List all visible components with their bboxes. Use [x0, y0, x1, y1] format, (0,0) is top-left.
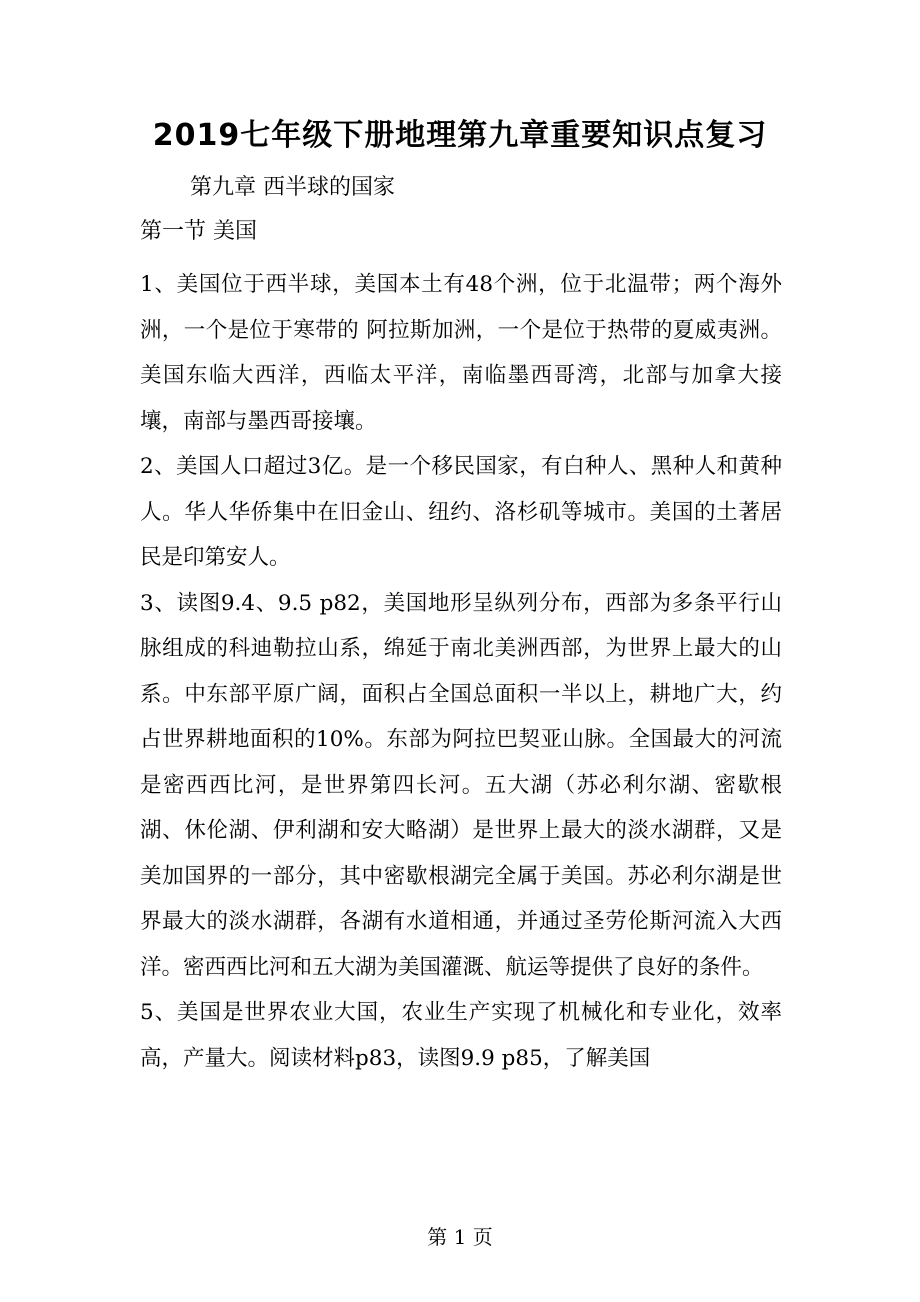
paragraph-1: 1、美国位于西半球，美国本土有48个洲，位于北温带；两个海外洲，一个是位于寒带的 阿拉斯加洲，一个是位于热带的夏威夷洲。美国东临大西洋，西临太平洋，南临墨西哥湾，北部与加拿大接壤，南部与墨西哥接壤。: [140, 272, 782, 434]
paragraph-5: 5、美国是世界农业大国，农业生产实现了机械化和专业化，效率高，产量大。阅读材料p83，读图9.9 p85，了解美国: [140, 1000, 782, 1071]
document-title: 2019七年级下册地理第九章重要知识点复习: [152, 118, 768, 153]
page-number: 第 1 页: [427, 1225, 493, 1249]
paragraph-3: 3、读图9.4、9.5 p82，美国地形呈纵列分布，西部为多条平行山脉组成的科迪勒拉山系，绵延于南北美洲西部，为世界上最大的山系。中东部平原广阔，面积占全国总面积一半以上，耕地广大，约占世界耕地面积的10%。东部为阿拉巴契亚山脉。全国最大的河流是密西西比河，是世界第四长河。五大湖（苏必利尔湖、密歇根湖、休伦湖、伊利湖和安大略湖）是世界上最大的淡水湖群，又是美加国界的一部分，其中密歇根湖完全属于美国。苏必利尔湖是世界最大的淡水湖群，各湖有水道相通，并通过圣劳伦斯河流入大西洋。密西西比河和五大湖为美国灌溉、航运等提供了良好的条件。: [140, 590, 782, 980]
section-heading: 第一节 美国: [140, 219, 257, 244]
paragraph-2: 2、美国人口超过3亿。是一个移民国家，有白种人、黑种人和黄种人。华人华侨集中在旧金山、纽约、洛杉矶等城市。美国的土著居民是印第安人。: [140, 454, 782, 570]
chapter-heading: 第九章 西半球的国家: [190, 175, 395, 200]
document-body: [140, 262, 782, 1081]
